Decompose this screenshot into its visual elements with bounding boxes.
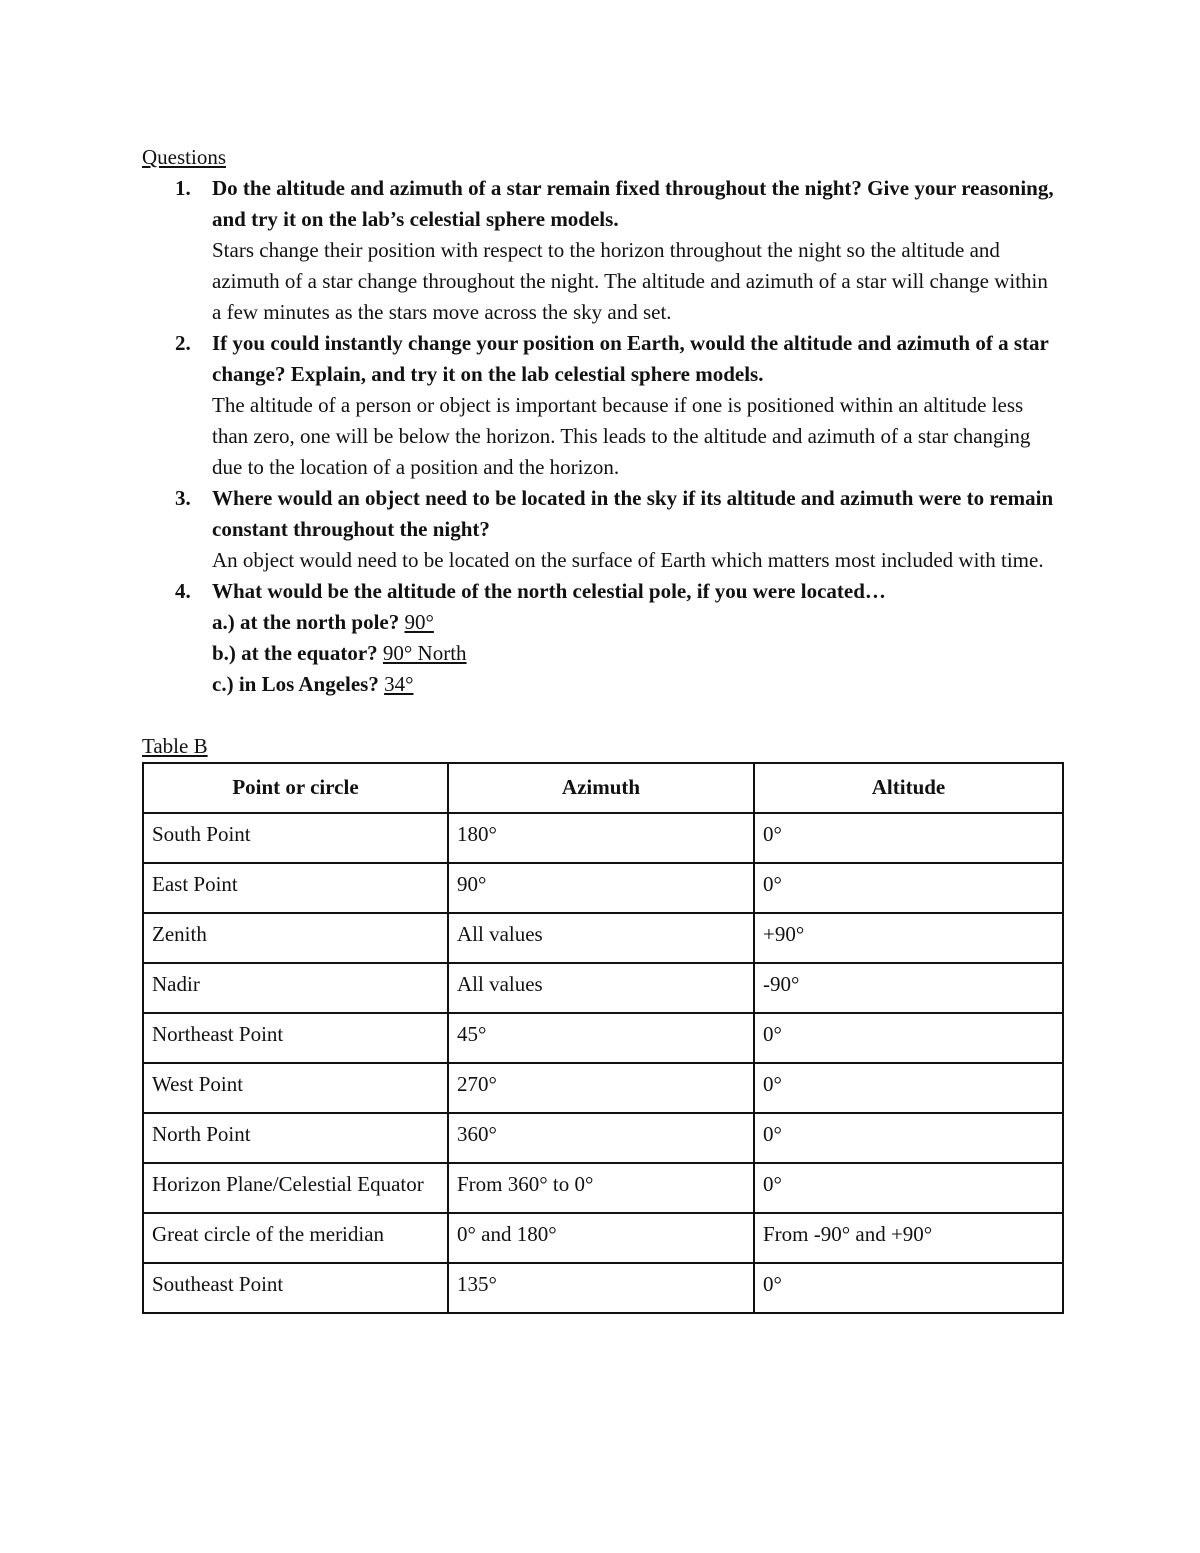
question-item (142, 173, 1062, 328)
sub-question (212, 669, 1062, 700)
table-cell: -90° (754, 963, 1063, 1013)
table-row (143, 1213, 1063, 1263)
table-cell: South Point (143, 813, 448, 863)
table-cell: 45° (448, 1013, 754, 1063)
table-cell: 360° (448, 1113, 754, 1163)
table-row (143, 1263, 1063, 1313)
table-cell: 90° (448, 863, 754, 913)
coordinates-table (142, 762, 1064, 1314)
table-cell: 0° (754, 813, 1063, 863)
table-cell: 0° (754, 1263, 1063, 1313)
table-cell: All values (448, 963, 754, 1013)
column-header: Azimuth (448, 763, 754, 813)
table-cell: Zenith (143, 913, 448, 963)
answer-text: Stars change their position with respect to the horizon throughout the night so the altitude and azimuth of a star change throughout the night. The altitude and azimuth of a star will change within a few minutes as the stars move across the sky and set. (212, 238, 1048, 324)
table-cell: 0° (754, 1063, 1063, 1113)
question-text: If you could instantly change your position on Earth, would the altitude and azimuth of a star change? Explain, and try it on the lab celestial sphere models. (212, 331, 1049, 386)
table-cell: Great circle of the meridian (143, 1213, 448, 1263)
question-number: 2. (175, 331, 191, 355)
question-text: Do the altitude and azimuth of a star remain fixed throughout the night? Give your reasoning, and try it on the lab’s celestial sphere models. (212, 176, 1054, 231)
table-cell: West Point (143, 1063, 448, 1113)
sub-question (212, 638, 1062, 669)
column-header: Point or circle (143, 763, 448, 813)
question-item (142, 328, 1062, 483)
question-number: 1. (175, 176, 191, 200)
table-cell: All values (448, 913, 754, 963)
sub-question-label: c.) in Los Angeles? (212, 672, 379, 696)
table-title: Table B (142, 734, 208, 758)
table-row (143, 1013, 1063, 1063)
table-cell: 0° (754, 1013, 1063, 1063)
table-cell: Southeast Point (143, 1263, 448, 1313)
table-row (143, 1063, 1063, 1113)
table-cell: +90° (754, 913, 1063, 963)
table-cell: Nadir (143, 963, 448, 1013)
table-cell: 180° (448, 813, 754, 863)
answer-text: An object would need to be located on the surface of Earth which matters most included with time. (212, 548, 1044, 572)
column-header: Altitude (754, 763, 1063, 813)
table-cell: Horizon Plane/Celestial Equator (143, 1163, 448, 1213)
sub-question-label: b.) at the equator? (212, 641, 378, 665)
table-cell: From 360° to 0° (448, 1163, 754, 1213)
table-row (143, 1113, 1063, 1163)
questions-list (142, 173, 1062, 700)
table-cell: 0° (754, 1113, 1063, 1163)
questions-heading: Questions (142, 145, 226, 169)
sub-question-label: a.) at the north pole? (212, 610, 400, 634)
table-cell: North Point (143, 1113, 448, 1163)
question-item (142, 576, 1062, 700)
question-text: What would be the altitude of the north celestial pole, if you were located… (212, 579, 886, 603)
table-cell: 135° (448, 1263, 754, 1313)
question-number: 4. (175, 579, 191, 603)
sub-question (212, 607, 1062, 638)
question-item (142, 483, 1062, 576)
table-header-row (143, 763, 1063, 813)
question-text: Where would an object need to be located in the sky if its altitude and azimuth were to remain constant throughout the night? (212, 486, 1054, 541)
sub-question-answer: 90° North (382, 641, 467, 665)
sub-question-answer: 34° (384, 672, 414, 696)
table-row (143, 813, 1063, 863)
table-row (143, 1163, 1063, 1213)
document-page (142, 142, 1062, 1314)
table-row (143, 913, 1063, 963)
table-row (143, 963, 1063, 1013)
table-row (143, 863, 1063, 913)
table-cell: 0° (754, 1163, 1063, 1213)
table-cell: East Point (143, 863, 448, 913)
question-number: 3. (175, 486, 191, 510)
table-cell: From -90° and +90° (754, 1213, 1063, 1263)
answer-text: The altitude of a person or object is important because if one is positioned within an altitude less than zero, one will be below the horizon. This leads to the altitude and azimuth of a star changing due to the location of a position and the horizon. (212, 393, 1031, 479)
table-cell: 0° (754, 863, 1063, 913)
table-cell: 0° and 180° (448, 1213, 754, 1263)
sub-question-answer: 90° (404, 610, 434, 634)
table-cell: 270° (448, 1063, 754, 1113)
table-cell: Northeast Point (143, 1013, 448, 1063)
